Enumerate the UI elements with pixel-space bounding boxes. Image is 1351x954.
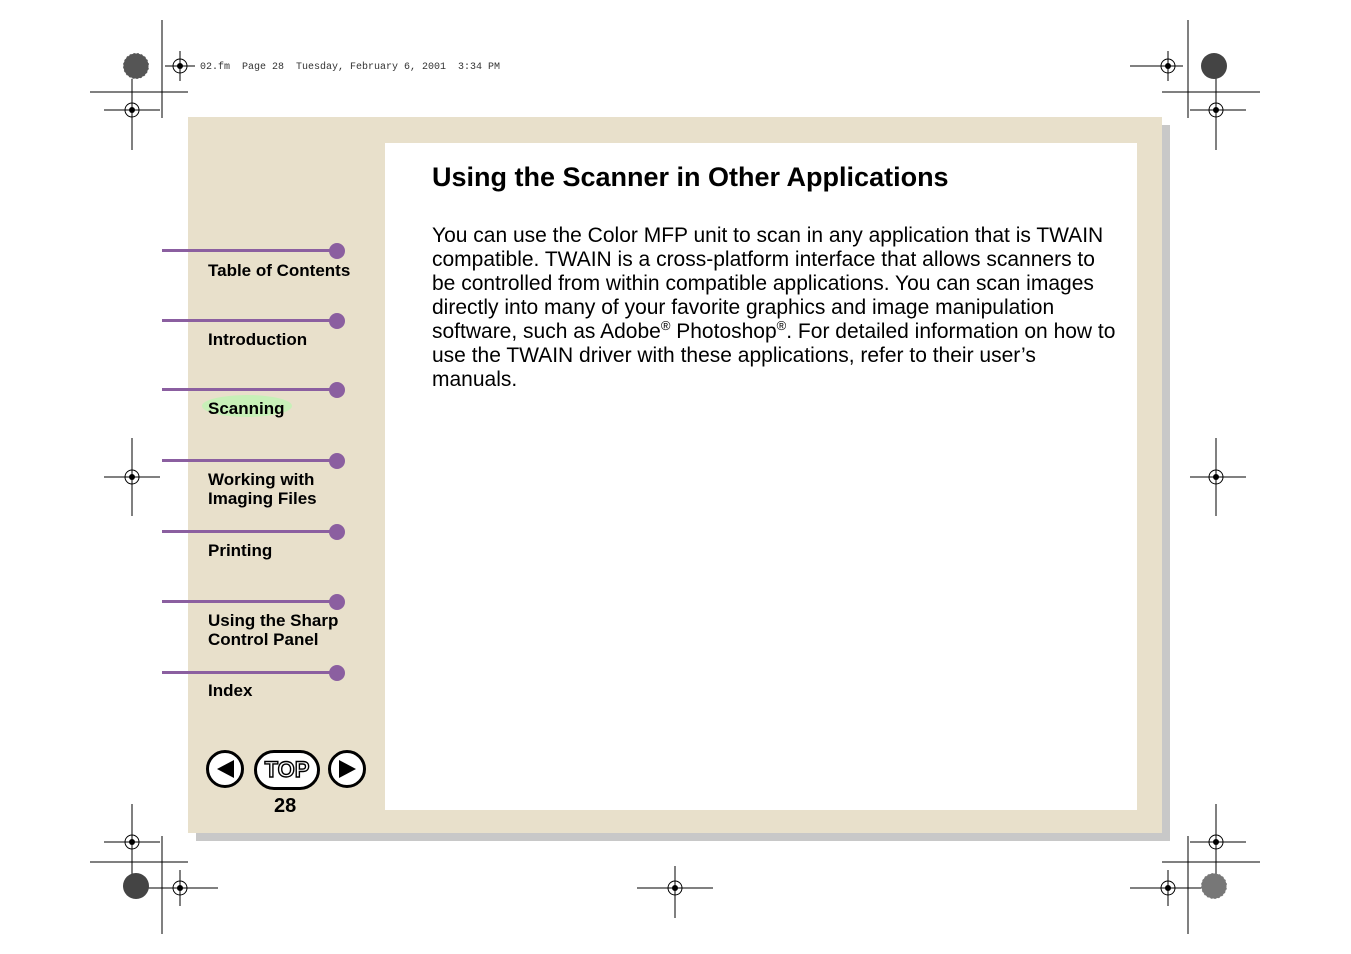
nav-label: Index bbox=[208, 681, 253, 700]
body-text: . For detailed information on how to use the TWAIN driver with these applications, refer to their user’s manuals. bbox=[432, 320, 1116, 391]
right-arrow-icon bbox=[336, 758, 358, 780]
nav-dot bbox=[329, 665, 345, 681]
previous-page-button[interactable] bbox=[206, 750, 244, 788]
nav-bar bbox=[162, 459, 338, 462]
print-header: 02.fm Page 28 Tuesday, February 6, 2001 3:34 PM bbox=[200, 62, 501, 73]
nav-item-introduction[interactable] bbox=[162, 312, 352, 372]
nav-bar bbox=[162, 530, 338, 533]
nav-item-printing[interactable] bbox=[162, 523, 352, 583]
left-arrow-icon bbox=[214, 758, 236, 780]
nav-item-sharp-control-panel[interactable] bbox=[162, 593, 352, 653]
nav-label: Working with Imaging Files bbox=[208, 470, 317, 508]
nav-bar bbox=[162, 388, 338, 391]
page-title: Using the Scanner in Other Applications bbox=[432, 162, 949, 192]
nav-item-table-of-contents[interactable] bbox=[162, 242, 352, 302]
nav-bar bbox=[162, 600, 338, 603]
nav-dot bbox=[329, 243, 345, 259]
nav-dot bbox=[329, 594, 345, 610]
body-text: Photoshop bbox=[670, 320, 777, 343]
nav-item-scanning[interactable] bbox=[162, 381, 352, 441]
nav-dot bbox=[329, 313, 345, 329]
nav-label: Using the Sharp Control Panel bbox=[208, 611, 339, 649]
nav-item-working-with-imaging-files[interactable] bbox=[162, 452, 352, 512]
body-paragraph bbox=[432, 224, 1122, 392]
nav-bar bbox=[162, 319, 338, 322]
nav-bar bbox=[162, 249, 338, 252]
nav-dot bbox=[329, 453, 345, 469]
top-button[interactable]: TOP bbox=[254, 750, 320, 790]
nav-dot bbox=[329, 382, 345, 398]
page-number: 28 bbox=[274, 795, 297, 817]
next-page-button[interactable] bbox=[328, 750, 366, 788]
nav-label: Introduction bbox=[208, 330, 308, 349]
nav-item-index[interactable] bbox=[162, 664, 352, 724]
nav-label: Table of Contents bbox=[208, 261, 351, 280]
registered-mark: ® bbox=[776, 318, 787, 333]
body-text: You can use the Color MFP unit to scan in any application that is TWAIN compatible. TWAIN is a cross-platform interface that allows scanners to be controlled from within compatible applications. You can scan images directly into many of your favorite graphics and image manipulation software, such as Adobe bbox=[432, 224, 1104, 343]
nav-label: Scanning bbox=[208, 399, 285, 418]
nav-label: Printing bbox=[208, 541, 273, 560]
nav-dot bbox=[329, 524, 345, 540]
nav-bar bbox=[162, 671, 338, 674]
registered-mark: ® bbox=[660, 318, 671, 333]
